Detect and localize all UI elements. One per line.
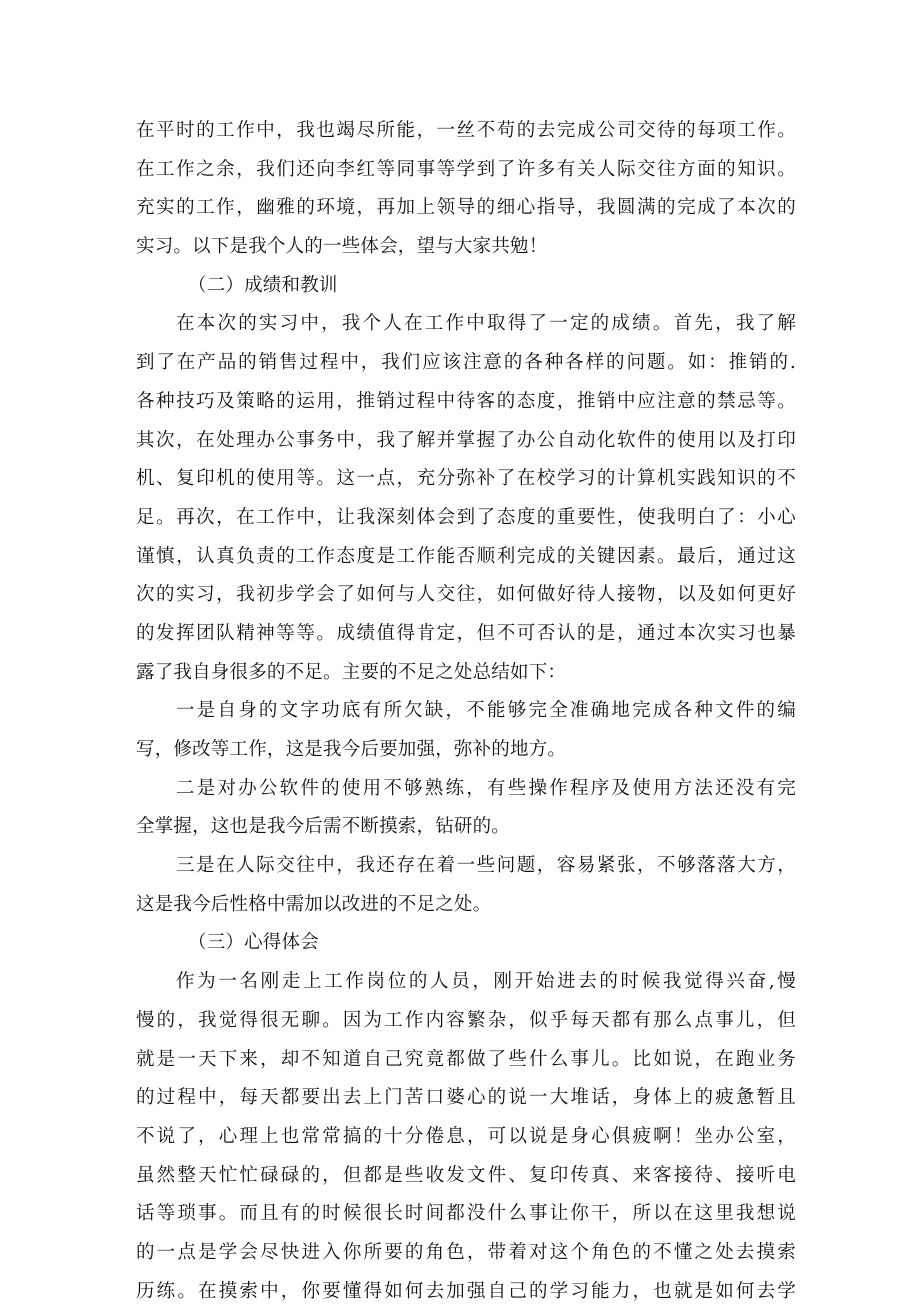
heading-text: （三）心得体会: [188, 932, 319, 954]
heading-text: （二）成绩和教训: [188, 274, 338, 296]
text-line: 三是在人际交往中，我还存在着一些问题，容易紧张，不够落落大方，: [176, 855, 796, 877]
document-page: [136, 112, 796, 1311]
section-heading: [136, 924, 796, 963]
text-line: 到了在产品的销售过程中，我们应该注意的各种各样的问题。如：推销的.: [136, 352, 796, 374]
paragraph: [136, 692, 796, 769]
text-line: 在工作之余，我们还向李红等同事等学到了许多有关人际交往方面的知识。: [136, 158, 796, 180]
paragraph: [136, 770, 796, 847]
text-line: 机、复印机的使用等。这一点，充分弥补了在校学习的计算机实践知识的不: [136, 468, 796, 490]
text-line: 虽然整天忙忙碌碌的，但都是些收发文件、复印传真、来客接待、接听电: [136, 1164, 796, 1186]
text-line: 次的实习，我初步学会了如何与人交往，如何做好待人接物，以及如何更好: [136, 584, 796, 606]
text-line: 其次，在处理办公事务中，我了解并掌握了办公自动化软件的使用以及打印: [136, 429, 796, 451]
text-line: 慢的，我觉得很无聊。因为工作内容繁杂，似乎每天都有那么点事儿，但: [136, 1009, 796, 1031]
text-line: 这是我今后性格中需加以改进的不足之处。: [136, 893, 492, 915]
text-line: 在平时的工作中，我也竭尽所能，一丝不苟的去完成公司交待的每项工作。: [136, 120, 796, 141]
text-line: 全掌握，这也是我今后需不断摸索，钻研的。: [136, 816, 511, 838]
text-line: 就是一天下来，却不知道自己究竟都做了些什么事儿。比如说，在跑业务: [136, 1048, 796, 1070]
paragraph: [136, 963, 796, 1311]
text-line: 话等琐事。而且有的时候很长时间都没什么事让你干，所以在这里我想说: [136, 1203, 796, 1225]
paragraph: [136, 305, 796, 692]
text-line: 写，修改等工作，这是我今后要加强，弥补的地方。: [136, 739, 567, 760]
text-line: 各种技巧及策略的运用，推销过程中待客的态度，推销中应注意的禁忌等。: [136, 390, 796, 412]
text-line: 足。再次，在工作中，让我深刻体会到了态度的重要性，使我明白了：小心: [136, 506, 796, 528]
text-line: 在本次的实习中，我个人在工作中取得了一定的成绩。首先，我了解: [176, 313, 796, 335]
text-line: 一是自身的文字功底有所欠缺，不能够完全准确地完成各种文件的编: [176, 700, 796, 722]
text-line: 露了我自身很多的不足。主要的不足之处总结如下：: [136, 661, 567, 683]
section-heading: [136, 267, 796, 306]
text-line: 实习。以下是我个人的一些体会，望与大家共勉！: [136, 236, 548, 258]
text-line: 谨慎，认真负责的工作态度是工作能否顺利完成的关键因素。最后，通过这: [136, 545, 796, 567]
text-line: 充实的工作，幽雅的环境，再加上领导的细心指导，我圆满的完成了本次的: [136, 197, 796, 219]
text-line: 历练。在摸索中，你要懂得如何去加强自己的学习能力，也就是如何去学: [136, 1280, 796, 1302]
text-line: 的一点是学会尽快进入你所要的角色，带着对这个角色的不懂之处去摸索: [136, 1241, 796, 1263]
paragraph: [136, 847, 796, 924]
text-line: 的过程中，每天都要出去上门苦口婆心的说一大堆话，身体上的疲惫暂且: [136, 1087, 796, 1109]
text-line: 作为一名刚走上工作岗位的人员，刚开始进去的时候我觉得兴奋,慢: [176, 971, 796, 993]
text-line: 不说了，心理上也常常搞的十分倦息，可以说是身心俱疲啊！坐办公室，: [136, 1125, 796, 1147]
paragraph: [136, 112, 796, 267]
text-line: 的发挥团队精神等等。成绩值得肯定，但不可否认的是，通过本次实习也暴: [136, 622, 796, 644]
text-line: 二是对办公软件的使用不够熟练，有些操作程序及使用方法还没有完: [176, 777, 796, 799]
